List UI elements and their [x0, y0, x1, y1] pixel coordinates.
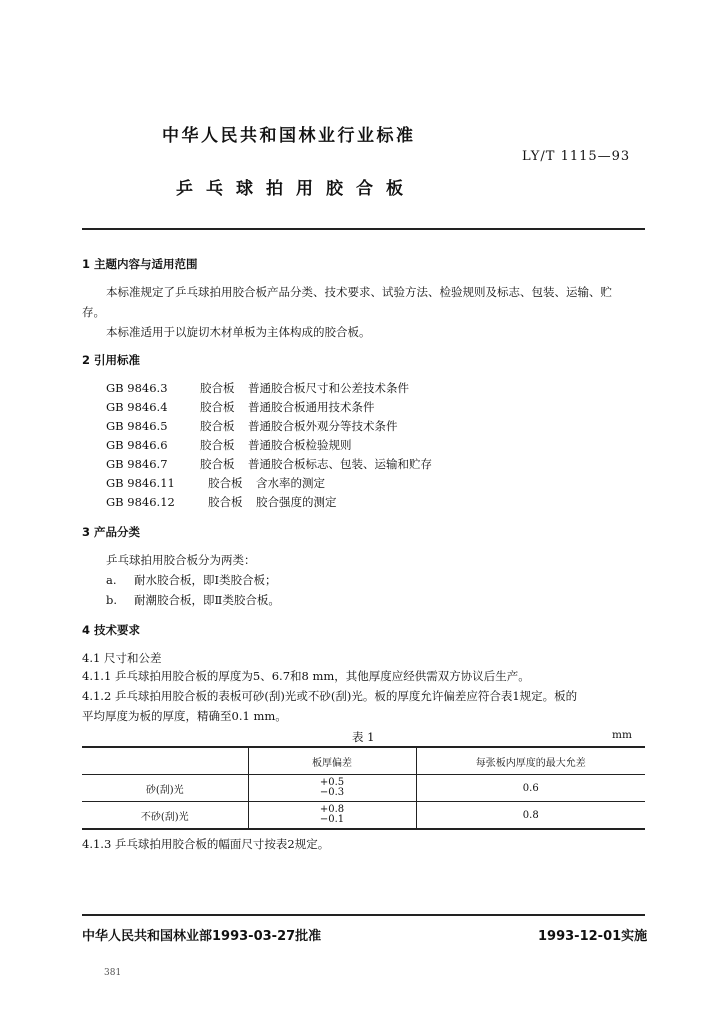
clause-4-1-3: 4.1.3 乒乓球拍用胶合板的幅面尺寸按表2规定。	[82, 837, 330, 851]
table-cell	[248, 775, 416, 802]
clause-4-1-2: 4.1.2 乒乓球拍用胶合板的表板可砂(刮)光或不砂(刮)光。板的厚度允许偏差应符合表1规定。板的	[82, 689, 578, 703]
table-row	[82, 802, 645, 829]
thickness-tolerance-table	[82, 748, 645, 828]
page-number: 381	[104, 968, 122, 978]
reference-item	[106, 418, 398, 434]
list-text: 耐潮胶合板，即Ⅱ类胶合板。	[134, 593, 280, 607]
section-1-paragraph-1: 本标准规定了乒乓球拍用胶合板产品分类、技术要求、试验方法、检验规则及标志、包装、运输、贮	[106, 285, 612, 299]
reference-name: 胶合板	[200, 381, 235, 395]
reference-item	[106, 399, 375, 415]
standard-category: 中华人民共和国林业行业标准	[162, 126, 416, 146]
reference-code: GB 9846.11	[106, 476, 175, 490]
reference-name: 胶合板	[200, 457, 235, 471]
reference-name: 胶合板	[208, 476, 243, 490]
reference-item	[106, 437, 352, 453]
table-cell: 砂(刮)光	[82, 775, 248, 802]
list-text: 耐水胶合板，即Ⅰ类胶合板；	[134, 573, 277, 587]
reference-item	[106, 380, 409, 396]
section-1-heading: 1 主题内容与适用范围	[82, 257, 198, 271]
clause-4-1-1: 4.1.1 乒乓球拍用胶合板的厚度为5、6.7和8 mm，其他厚度应经供需双方协议后生产。	[82, 669, 530, 683]
section-2-heading: 2 引用标准	[82, 353, 141, 367]
tolerance-plus: +0.5	[319, 777, 345, 788]
reference-code: GB 9846.3	[106, 381, 168, 395]
table-cell: 不砂(刮)光	[140, 811, 189, 823]
reference-desc: 普通胶合板外观分等技术条件	[248, 419, 398, 433]
table-bottom-rule	[82, 828, 645, 830]
table-header-cell: 每张板内厚度的最大允差	[416, 748, 645, 775]
table-cell: 0.8	[416, 802, 645, 829]
footer-divider	[82, 914, 645, 916]
subsection-4-1: 4.1 尺寸和公差	[82, 651, 162, 665]
reference-item	[106, 475, 325, 491]
list-label: b.	[106, 593, 118, 607]
section-1-paragraph-2: 本标准适用于以旋切木材单板为主体构成的胶合板。	[106, 325, 371, 339]
section-3-heading: 3 产品分类	[82, 525, 141, 539]
header-divider	[82, 228, 645, 230]
document-title: 乒乓球拍用胶合板	[176, 179, 416, 199]
reference-code: GB 9846.5	[106, 419, 168, 433]
reference-name: 胶合板	[208, 495, 243, 509]
table-header-cell	[82, 748, 248, 775]
table-unit: mm	[612, 729, 632, 741]
reference-code: GB 9846.4	[106, 400, 168, 414]
table-row	[82, 775, 645, 802]
reference-item	[106, 494, 337, 510]
list-label: a.	[106, 573, 117, 587]
reference-desc: 普通胶合板检验规则	[248, 438, 352, 452]
reference-name: 胶合板	[200, 438, 235, 452]
standard-code: LY/T 1115—93	[522, 149, 631, 164]
table-header-row	[82, 748, 645, 775]
reference-name: 胶合板	[200, 419, 235, 433]
section-1-paragraph-1-cont: 存。	[82, 305, 105, 319]
reference-desc: 普通胶合板标志、包装、运输和贮存	[248, 457, 432, 471]
reference-desc: 含水率的测定	[256, 476, 325, 490]
tolerance-minus: −0.3	[319, 787, 345, 798]
reference-code: GB 9846.6	[106, 438, 168, 452]
section-4-heading: 4 技术要求	[82, 623, 141, 637]
reference-name: 胶合板	[200, 400, 235, 414]
section-3-intro: 乒乓球拍用胶合板分为两类：	[106, 553, 256, 567]
reference-code: GB 9846.12	[106, 495, 175, 509]
list-item-b	[106, 592, 280, 608]
table-header-cell: 板厚偏差	[248, 748, 416, 775]
table-cell	[248, 802, 416, 829]
list-item-a	[106, 572, 277, 588]
reference-desc: 普通胶合板尺寸和公差技术条件	[248, 381, 409, 395]
reference-code: GB 9846.7	[106, 457, 168, 471]
reference-desc: 普通胶合板通用技术条件	[248, 400, 375, 414]
table-caption: 表 1	[352, 730, 375, 744]
tolerance-minus: −0.1	[319, 814, 345, 825]
tolerance-plus: +0.8	[319, 804, 345, 815]
implementation-date: 1993-12-01实施	[538, 929, 648, 944]
table-cell: 0.6	[416, 775, 645, 802]
reference-item	[106, 456, 432, 472]
reference-desc: 胶合强度的测定	[256, 495, 337, 509]
clause-4-1-2-cont: 平均厚度为板的厚度，精确至0.1 mm。	[82, 709, 287, 723]
approval-notice: 中华人民共和国林业部1993-03-27批准	[82, 929, 322, 944]
